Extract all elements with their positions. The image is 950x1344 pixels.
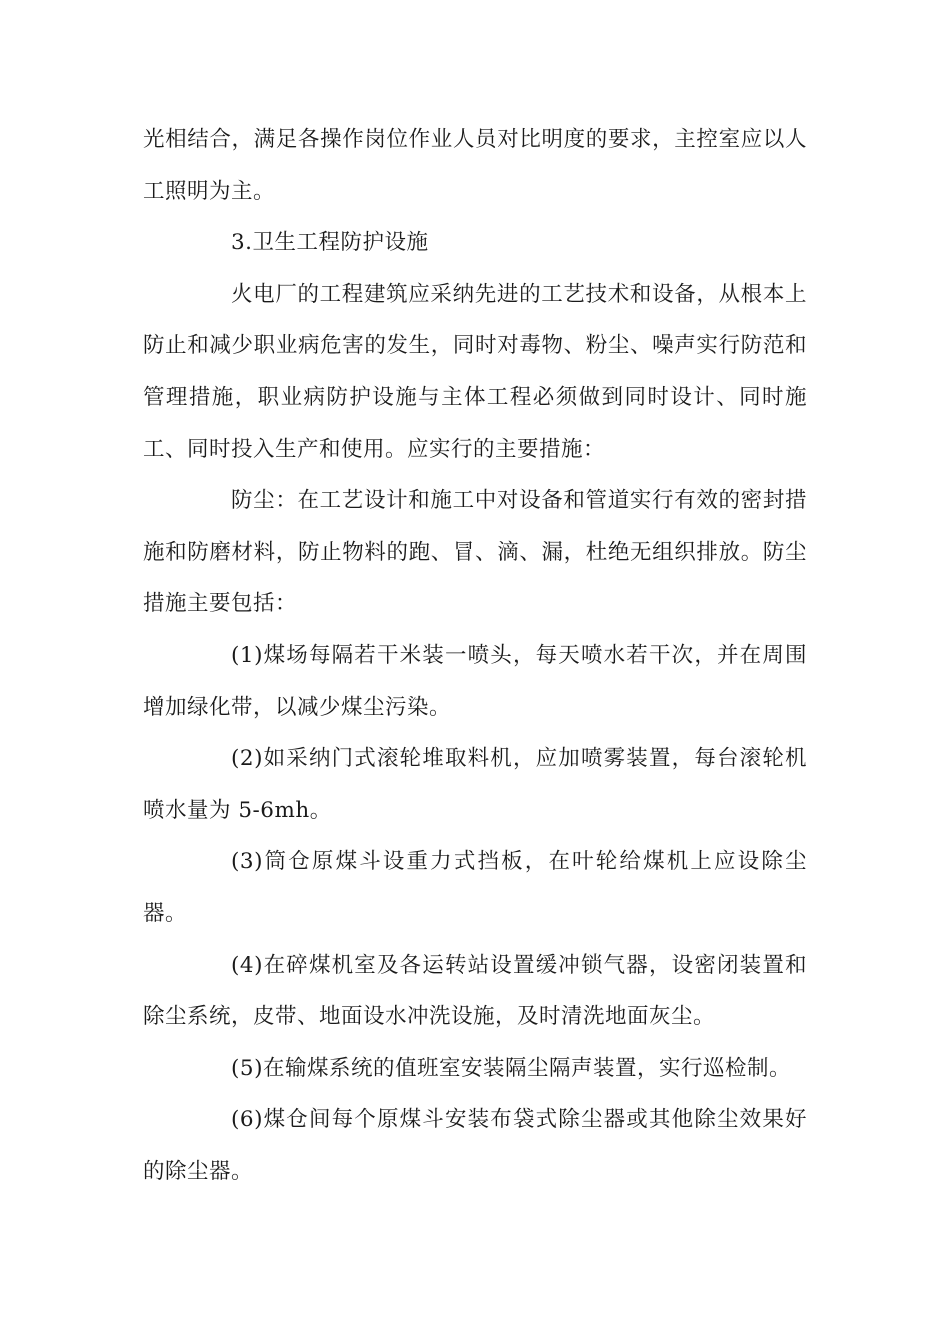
list-item-measure-6: (6)煤仓间每个原煤斗安装布袋式除尘器或其他除尘效果好的除尘器。 [143, 1107, 807, 1184]
list-item-measure-2: (2)如采纳门式滚轮堆取料机，应加喷雾装置，每台滚轮机喷水量为 5-6mh。 [143, 746, 807, 823]
list-item-measure-1: (1)煤场每隔若干米装一喷头，每天喷水若干次，并在周围增加绿化带，以减少煤尘污染。 [143, 642, 807, 720]
list-item-measure-3: (3)筒仓原煤斗设重力式挡板，在叶轮给煤机上应设除尘器。 [143, 849, 807, 926]
paragraph-dust-prevention: 防尘：在工艺设计和施工中对设备和管道实行有效的密封措施和防磨材料，防止物料的跑、冒、滴、漏，杜绝无组织排放。防尘措施主要包括： [143, 488, 807, 617]
section-heading-hygiene-protection: 3.卫生工程防护设施 [231, 230, 429, 256]
paragraph-hygiene-intro: 火电厂的工程建筑应采纳先进的工艺技术和设备，从根本上防止和减少职业病危害的发生，同时对毒物、粉尘、噪声实行防范和管理措施，职业病防护设施与主体工程必须做到同时设计、同时施工、同时投入生产和使用。应实行的主要措施： [143, 281, 807, 462]
list-item-measure-4: (4)在碎煤机室及各运转站设置缓冲锁气器，设密闭装置和除尘系统，皮带、地面设水冲洗设施，及时清洗地面灰尘。 [143, 952, 807, 1030]
paragraph-lighting-continuation: 光相结合，满足各操作岗位作业人员对比明度的要求，主控室应以人工照明为主。 [143, 127, 807, 204]
document-body [143, 114, 807, 1197]
list-item-measure-5: (5)在输煤系统的值班室安装隔尘隔声装置，实行巡检制。 [231, 1055, 791, 1081]
